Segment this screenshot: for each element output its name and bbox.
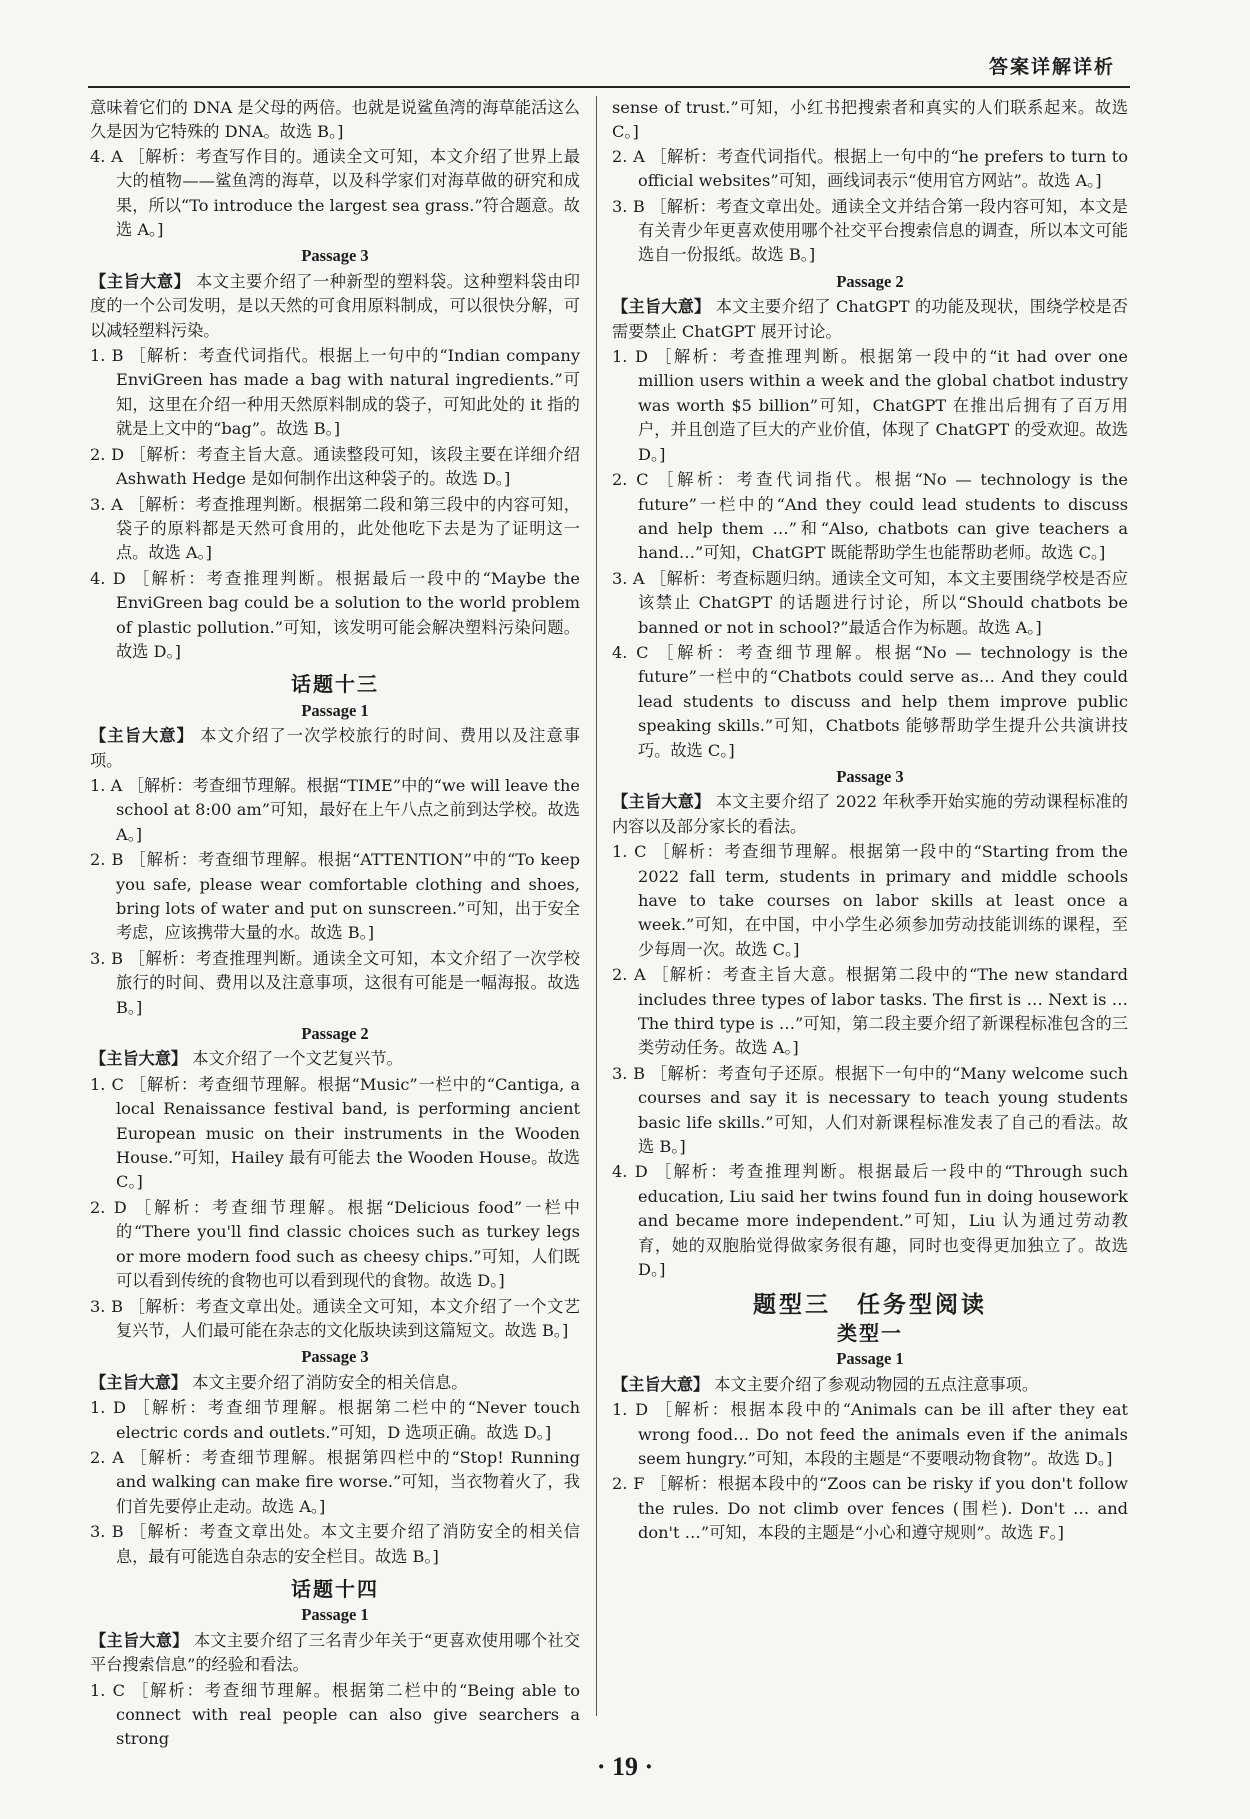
summary-paragraph bbox=[90, 1047, 580, 1071]
section-heading: 题型三 任务型阅读 bbox=[753, 1291, 987, 1318]
answer-item: 3. B ［解析：考查推理判断。通读全文可知，本文介绍了一次学校旅行的时间、费用以及注意事项，这很有可能是一幅海报。故选 B。] bbox=[90, 948, 580, 1017]
answer-item: 2. A ［解析：考查主旨大意。根据第二段中的“The new standard includes three types of labor tasks. The first is … Next is … The third type is …”可知，第二段主要介绍了新课程标准包含的三类劳动任务。故选 A。] bbox=[612, 965, 1128, 1058]
summary-paragraph bbox=[90, 1629, 580, 1678]
passage-heading: Passage 1 bbox=[301, 1605, 369, 1625]
answer-item: 1. A ［解析：考查细节理解。根据“TIME”中的“we will leave the school at 8:00 am”可知，最好在上午八点之前到达学校。故选 A。] bbox=[90, 775, 580, 844]
answer-item: 2. A ［解析：考查细节理解。根据第四栏中的“Stop! Running and walking can make fire worse.”可知，当衣物着火了，我们首先要停止走动。故选 A。] bbox=[90, 1447, 580, 1516]
answer-item: 1. C ［解析：考查细节理解。根据第一段中的“Starting from the 2022 fall term, students in primary and middle schools have to take courses on labor skills at least once a week.”可知，在中国，中小学生必须参加劳动技能训练的课程，至少每周一次。故选 C。] bbox=[612, 842, 1128, 959]
answer-item: 1. D ［解析：考查推理判断。根据第一段中的“it had over one million users within a week and the global chatbot industry was worth $5 billion”可知，ChatGPT 在推出后拥有了百万用户，并且创造了巨大的产业价值，体现了 ChatGPT 的受欢迎。故选 D。] bbox=[612, 347, 1128, 464]
continued-paragraph: sense of trust.”可知，小红书把搜索者和真实的人们联系起来。故选 C。] bbox=[612, 98, 1128, 142]
passage-heading: Passage 1 bbox=[836, 1349, 904, 1369]
answer-item: 1. D ［解析：考查细节理解。根据第二栏中的“Never touch electric cords and outlets.”可知，D 选项正确。故选 D。] bbox=[90, 1398, 580, 1442]
answer-item: 2. A ［解析：考查代词指代。根据上一句中的“he prefers to turn to official websites”可知，画线词表示“使用官方网站”。故选 A。] bbox=[612, 146, 1128, 191]
passage-heading: Passage 2 bbox=[836, 271, 904, 291]
summary-text: 本文介绍了一次学校旅行的时间、费用以及注意事项。 bbox=[90, 726, 580, 770]
summary-label: 【主旨大意】 bbox=[90, 1372, 188, 1392]
subsection-heading: 类型一 bbox=[837, 1320, 903, 1345]
summary-text: 本文主要介绍了三名青少年关于“更喜欢使用哪个社交平台搜索信息”的经验和看法。 bbox=[90, 1630, 581, 1675]
passage-heading: Passage 3 bbox=[301, 1347, 369, 1367]
header-rule bbox=[88, 86, 1130, 88]
summary-paragraph bbox=[612, 1373, 1128, 1397]
continued-paragraph: 意味着它们的 DNA 是父母的两倍。也就是说鲨鱼湾的海草能活这么久是因为它特殊的 DNA。故选 B。] bbox=[90, 98, 580, 142]
column-divider bbox=[596, 96, 597, 1716]
passage-heading: Passage 3 bbox=[301, 246, 369, 266]
summary-label: 【主旨大意】 bbox=[612, 297, 711, 317]
answer-item: 4. A ［解析：考查写作目的。通读全文可知，本文介绍了世界上最大的植物——鲨鱼湾的海草，以及科学家们对海草做的研究和成果，所以“To introduce the largest sea grass.”符合题意。故选 A。] bbox=[90, 146, 580, 240]
summary-label: 【主旨大意】 bbox=[90, 726, 194, 746]
right-column bbox=[612, 96, 1128, 1547]
summary-paragraph bbox=[90, 724, 580, 773]
summary-label: 【主旨大意】 bbox=[90, 1630, 189, 1650]
passage-heading: Passage 2 bbox=[301, 1024, 369, 1044]
summary-text: 本文主要介绍了 ChatGPT 的功能及现状，围绕学校是否需要禁止 ChatGPT 展开讨论。 bbox=[612, 297, 1128, 341]
answer-item: 3. B ［解析：考查文章出处。通读全文并结合第一段内容可知，本文是有关青少年更喜欢使用哪个社交平台搜索信息的调查，所以本文可能选自一份报纸。故选 B。] bbox=[612, 196, 1128, 265]
summary-paragraph bbox=[90, 1371, 580, 1395]
answer-item: 1. D ［解析：根据本段中的“Animals can be ill after they eat wrong food… Do not feed the animals even if the animals seem hungry.”可知，本段的主题是“不要喂动物食物”。故选 D。] bbox=[612, 1400, 1128, 1468]
summary-paragraph bbox=[612, 790, 1128, 839]
summary-label: 【主旨大意】 bbox=[90, 1049, 188, 1069]
answer-item: 3. B ［解析：考查文章出处。本文主要介绍了消防安全的相关信息，最有可能选自杂志的安全栏目。故选 B。] bbox=[90, 1522, 580, 1566]
answer-item: 2. D ［解析：考查细节理解。根据“Delicious food”一栏中的“There you'll find classic choices such as turkey legs or more modern food such as cheesy chips.”可知，人们既可以看到传统的食物也可以看到现代的食物。故选 D。] bbox=[90, 1197, 580, 1291]
answer-item: 3. A ［解析：考查标题归纳。通读全文可知，本文主要围绕学校是否应该禁止 ChatGPT 的话题进行讨论，所以“Should chatbots be banned or not in school?”最适合作为标题。故选 A。] bbox=[612, 568, 1128, 637]
answer-item: 2. B ［解析：考查细节理解。根据“ATTENTION”中的“To keep you safe, please wear comfortable clothing and shoes, bring lots of water and put on sunscreen.”可知，出于安全考虑，应该携带大量的水。故选 B。] bbox=[90, 850, 580, 943]
topic-heading: 话题十三 bbox=[291, 672, 379, 697]
answer-item: 1. B ［解析：考查代词指代。根据上一句中的“Indian company EnviGreen has made a bag with natural ingredients.”可知，这里在介绍一种用天然原料制成的袋子，可知此处的 it 指的就是上文中的“bag”。故选 B。] bbox=[90, 346, 580, 439]
topic-heading: 话题十四 bbox=[291, 1576, 379, 1601]
summary-text: 本文主要介绍了一种新型的塑料袋。这种塑料袋由印度的一个公司发明，是以天然的可食用原料制成，可以很快分解，可以减轻塑料污染。 bbox=[90, 271, 580, 340]
summary-paragraph bbox=[90, 270, 580, 343]
passage-heading: Passage 3 bbox=[836, 766, 904, 786]
answer-item: 4. D ［解析：考查推理判断。根据最后一段中的“Through such education, Liu said her twins found fun in doing housework and became more independent.”可知，Liu 认为通过劳动教育，她的双胞胎觉得做家务很有趣，同时也变得更加独立了。故选 D。] bbox=[612, 1162, 1128, 1280]
answer-item: 1. C ［解析：考查细节理解。根据“Music”一栏中的“Cantiga, a local Renaissance festival band, is performing ancient European music on their instruments in the Wooden House.”可知，Hailey 最有可能去 the Wooden House。故选 C。] bbox=[90, 1074, 580, 1192]
answer-item: 4. C ［解析：考查细节理解。根据“No — technology is the future”一栏中的“Chatbots could serve as… And they could lead students to discuss and help them improve public speaking skills.”可知，Chatbots 能够帮助学生提升公共演讲技巧。故选 C。] bbox=[612, 642, 1128, 760]
answer-item: 4. D ［解析：考查推理判断。根据最后一段中的“Maybe the EnviGreen bag could be a solution to the world problem of plastic pollution.”可知，该发明可能会解决塑料污染问题。故选 D。] bbox=[90, 568, 580, 661]
answer-item: 3. B ［解析：考查句子还原。根据下一句中的“Many welcome such courses and say it is necessary to teach young students basic life skills.”可知，人们对新课程标准发表了自己的看法。故选 B。] bbox=[612, 1063, 1128, 1157]
summary-paragraph bbox=[612, 295, 1128, 344]
left-column bbox=[90, 96, 580, 1753]
answer-item: 1. C ［解析：考查细节理解。根据第二栏中的“Being able to connect with real people can also give searchers a strong bbox=[90, 1680, 580, 1749]
answer-item: 2. D ［解析：考查主旨大意。通读整段可知，该段主要在详细介绍 Ashwath Hedge 是如何制作出这种袋子的。故选 D。] bbox=[90, 444, 580, 489]
summary-text: 本文介绍了一个文艺复兴节。 bbox=[187, 1049, 403, 1069]
answer-item: 2. F ［解析：根据本段中的“Zoos can be risky if you don't follow the rules. Do not climb over fences (围栏). Don't … and don't …”可知，本段的主题是“小心和遵守规则”。故选 F。] bbox=[612, 1474, 1128, 1543]
summary-label: 【主旨大意】 bbox=[90, 271, 191, 291]
summary-text: 本文主要介绍了 2022 年秋季开始实施的劳动课程标准的内容以及部分家长的看法。 bbox=[612, 792, 1129, 836]
answer-item: 2. C ［解析：考查代词指代。根据“No — technology is the future”一栏中的“And they could lead students to discuss and help them …”和“Also, chatbots can give teachers a hand…”可知，ChatGPT 既能帮助学生也能帮助老师。故选 C。] bbox=[612, 470, 1128, 563]
summary-label: 【主旨大意】 bbox=[612, 1374, 710, 1394]
answer-item: 3. B ［解析：考查文章出处。通读全文可知，本文介绍了一个文艺复兴节，人们最可能在杂志的文化版块读到这篇短文。故选 B。] bbox=[90, 1296, 580, 1340]
passage-heading: Passage 1 bbox=[301, 700, 369, 720]
header-title: 答案详解详析 bbox=[988, 56, 1115, 78]
summary-text: 本文主要介绍了参观动物园的五点注意事项。 bbox=[709, 1374, 1039, 1394]
summary-label: 【主旨大意】 bbox=[612, 792, 711, 812]
summary-text: 本文主要介绍了消防安全的相关信息。 bbox=[187, 1372, 468, 1392]
answer-item: 3. A ［解析：考查推理判断。根据第二段和第三段中的内容可知，袋子的原料都是天然可食用的，此处他吃下去是为了证明这一点。故选 A。] bbox=[90, 494, 580, 563]
page-number: · 19 · bbox=[596, 1752, 654, 1781]
